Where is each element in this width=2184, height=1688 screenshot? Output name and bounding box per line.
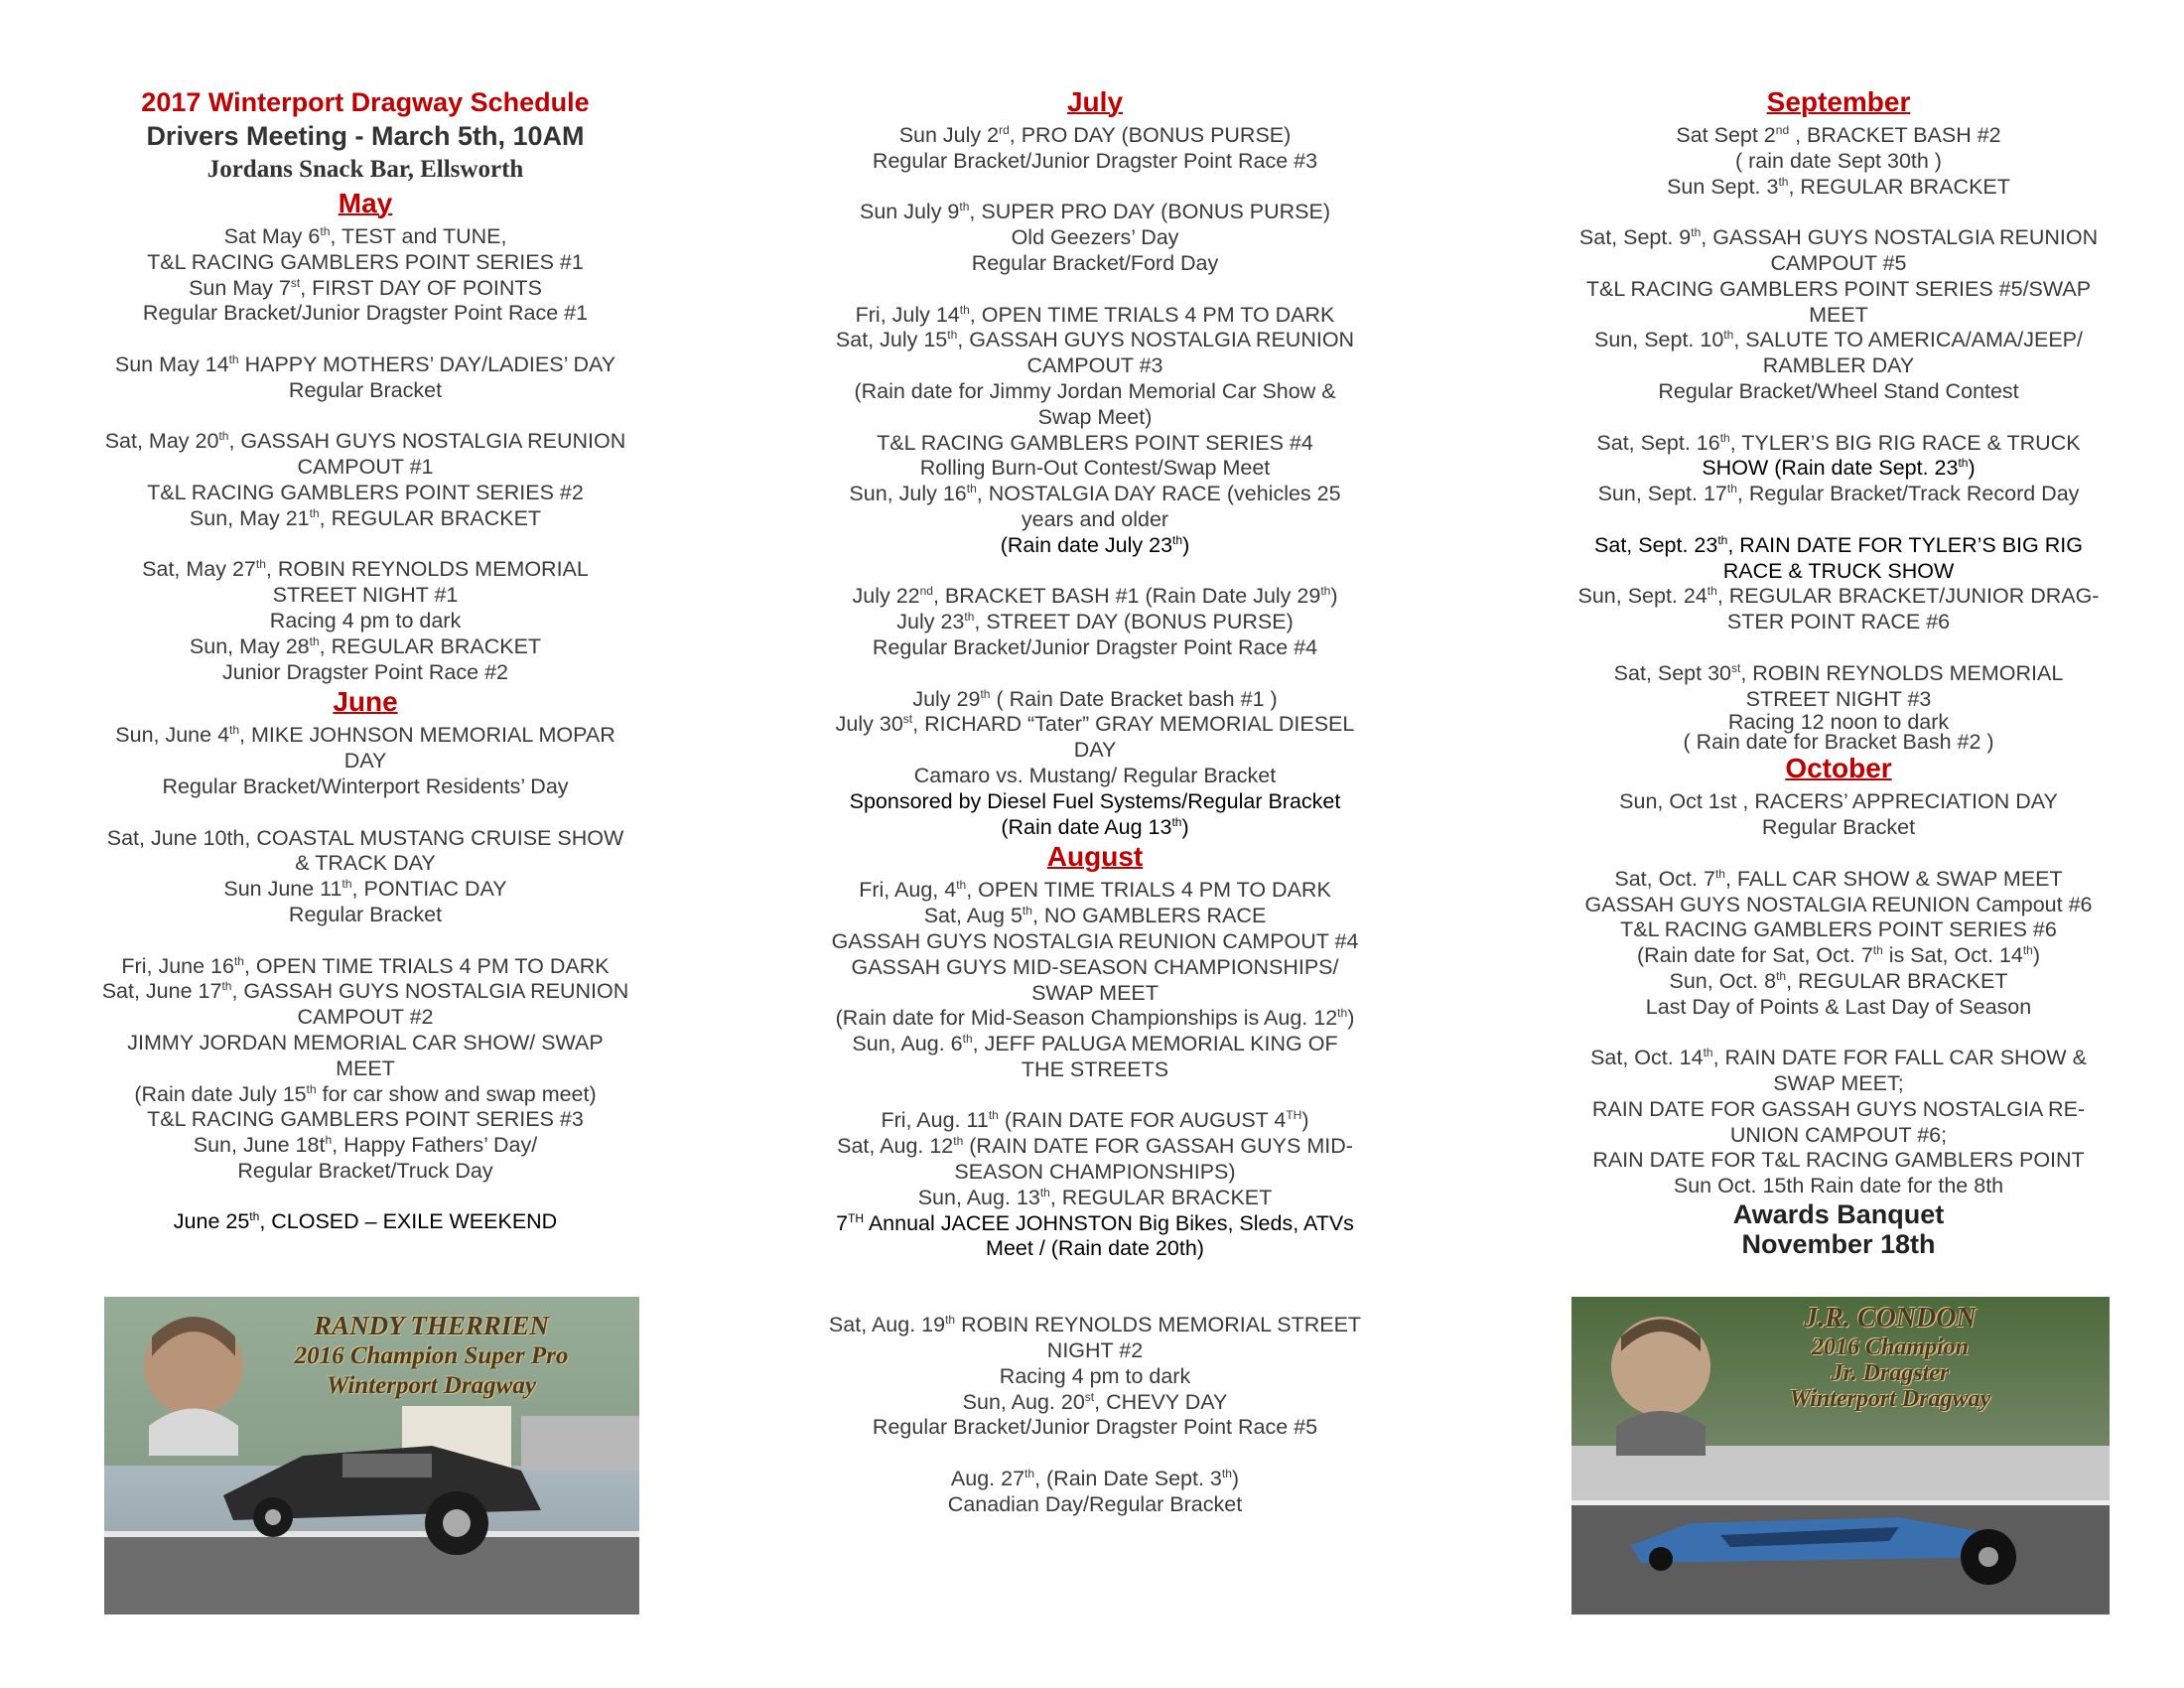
event-line: Sat, Aug. 12th (RAIN DATE FOR GASSAH GUYS MID- xyxy=(837,1134,1353,1159)
event-block xyxy=(87,429,643,531)
event-line: CAMPOUT #5 xyxy=(1770,250,1907,275)
event-line: DAY xyxy=(343,749,387,774)
event-line: Regular Bracket/Junior Dragster Point Race #1 xyxy=(142,301,589,326)
event-line: MEET xyxy=(336,1055,395,1080)
event-line: CAMPOUT #1 xyxy=(297,455,434,480)
schedule-title: 2017 Winterport Dragway Schedule xyxy=(141,87,590,117)
event-block xyxy=(1561,431,2116,507)
event-line: Sun, Oct 1st , RACERS’ APPRECIATION DAY xyxy=(1619,789,2058,814)
event-line: GASSAH GUYS NOSTALGIA REUNION CAMPOUT #4 xyxy=(831,928,1359,953)
photo-caption-track: Winterport Dragway xyxy=(1789,1386,1991,1412)
month-heading-october: October xyxy=(1785,753,1892,784)
event-block xyxy=(1561,123,2116,200)
event-line: Sun, June 4th, MIKE JOHNSON MEMORIAL MOPAR xyxy=(115,723,615,748)
column-left xyxy=(87,85,643,1235)
event-block xyxy=(817,687,1373,841)
month-heading-august: August xyxy=(1046,841,1144,873)
event-block xyxy=(817,1467,1373,1518)
event-line: STREET NIGHT #3 xyxy=(1745,686,1932,711)
event-line: Sun July 2rd, PRO DAY (BONUS PURSE) xyxy=(898,122,1292,147)
event-line: Sat, July 15th, GASSAH GUYS NOSTALGIA REUNION xyxy=(835,328,1355,352)
event-line: (Rain date July 23th) xyxy=(1000,532,1190,557)
event-block xyxy=(1561,225,2116,405)
event-block xyxy=(817,123,1373,175)
event-line: Regular Bracket/Junior Dragster Point Race #4 xyxy=(872,634,1318,659)
event-block xyxy=(817,878,1373,1082)
month-heading-september: September xyxy=(1766,86,1911,117)
event-line: Sun, Sept. 10th, SALUTE TO AMERICA/AMA/JEEP/ xyxy=(1594,328,2083,352)
event-line: Sat, Sept 30st, ROBIN REYNOLDS MEMORIAL xyxy=(1613,660,2064,685)
event-block xyxy=(817,1108,1373,1262)
drivers-meeting: Drivers Meeting - March 5th, 10AM xyxy=(146,121,585,151)
champion-photo-jr-dragster xyxy=(1571,1297,2110,1615)
event-line: Regular Bracket/Truck Day xyxy=(237,1158,493,1183)
event-line: Fri, Aug, 4th, OPEN TIME TRIALS 4 PM TO DARK xyxy=(859,878,1331,903)
event-line: years and older xyxy=(1021,506,1169,531)
event-line: Sat, Sept. 23th, RAIN DATE FOR TYLER’S BIG RIG xyxy=(1594,532,2083,557)
event-line: Sat, May 27th, ROBIN REYNOLDS MEMORIAL xyxy=(142,557,589,582)
event-line: SHOW (Rain date Sept. 23th) xyxy=(1702,456,1976,481)
event-line: Fri, June 16th, OPEN TIME TRIALS 4 PM TO DARK xyxy=(121,953,610,978)
event-block xyxy=(87,954,643,1185)
event-line: (Rain date for Sat, Oct. 7th is Sat, Oct. 14th) xyxy=(1636,942,2040,968)
event-line: DAY xyxy=(1073,738,1117,763)
event-block xyxy=(817,1313,1373,1441)
event-line: Sun, May 28th, REGULAR BRACKET xyxy=(189,633,542,658)
event-block xyxy=(1561,661,2116,753)
event-line: Sat May 6th, TEST and TUNE, xyxy=(223,223,507,248)
event-line: Aug. 27th, (Rain Date Sept. 3th) xyxy=(950,1466,1240,1491)
event-line: RAMBLER DAY xyxy=(1762,353,1915,378)
event-line: Sun, Sept. 24th, REGULAR BRACKET/JUNIOR DRAG- xyxy=(1577,584,2100,609)
event-line: Sat Sept 2nd , BRACKET BASH #2 xyxy=(1676,122,2001,147)
event-line: Junior Dragster Point Race #2 xyxy=(221,659,508,684)
event-block xyxy=(817,303,1373,559)
event-line: CAMPOUT #3 xyxy=(1026,353,1163,378)
event-line: Sat, Oct. 7th, FALL CAR SHOW & SWAP MEET xyxy=(1614,866,2063,891)
event-line: Sun, Aug. 13th, REGULAR BRACKET xyxy=(917,1185,1273,1209)
event-line: RACE & TRUCK SHOW xyxy=(1722,558,1955,583)
event-line: (Rain date July 15th for car show and swap meet) xyxy=(134,1081,597,1106)
event-line: Sun, July 16th, NOSTALGIA DAY RACE (vehicles 25 xyxy=(849,482,1341,506)
photo-caption-title: 2016 Champion xyxy=(1811,1335,1970,1360)
event-line: SEASON CHAMPIONSHIPS) xyxy=(954,1160,1236,1185)
event-line: Racing 4 pm to dark xyxy=(999,1363,1191,1388)
event-line: Canadian Day/Regular Bracket xyxy=(947,1491,1243,1516)
event-line: July 22nd, BRACKET BASH #1 (Rain Date July 29th) xyxy=(852,584,1338,609)
event-line: Regular Bracket/Junior Dragster Point Race #5 xyxy=(872,1415,1318,1440)
event-line: Sun, June $18t^h$, Happy Fathers’ Day/ xyxy=(193,1132,538,1158)
event-line: July 23th, STREET DAY (BONUS PURSE) xyxy=(896,609,1294,634)
event-block xyxy=(817,200,1373,276)
event-line: T&L RACING GAMBLERS POINT SERIES #4 xyxy=(877,430,1313,455)
event-line: SWAP MEET; xyxy=(1773,1071,1904,1096)
photo-caption-class: Jr. Dragster xyxy=(1831,1360,1950,1386)
event-line: JIMMY JORDAN MEMORIAL CAR SHOW/ SWAP xyxy=(127,1030,604,1055)
event-line: NIGHT #2 xyxy=(1046,1338,1144,1363)
event-line: T&L RACING GAMBLERS POINT SERIES #6 xyxy=(1620,917,2057,942)
event-line: Meet / (Rain date 20th) xyxy=(986,1236,1204,1261)
event-line: July 30st, RICHARD “Tater” GRAY MEMORIAL DIESEL xyxy=(835,712,1355,737)
event-line: ( rain date Sept 30th ) xyxy=(1735,148,1942,173)
event-block xyxy=(87,352,643,404)
photo-caption-track: Winterport Dragway xyxy=(327,1372,536,1399)
event-line: ( Rain date for Bracket Bash #2 ) xyxy=(1683,730,1994,755)
event-line: (Rain date for Jimmy Jordan Memorial Car Show & xyxy=(854,378,1336,403)
event-line: T&L RACING GAMBLERS POINT SERIES #2 xyxy=(147,480,584,504)
event-line: Racing 12 noon to dark xyxy=(1727,710,1950,735)
event-line: T&L RACING GAMBLERS POINT SERIES #3 xyxy=(147,1107,584,1132)
event-block xyxy=(87,723,643,799)
event-block xyxy=(1561,789,2116,841)
event-line: Sun, Oct. 8th, REGULAR BRACKET xyxy=(1669,968,2008,993)
event-line: GASSAH GUYS MID-SEASON CHAMPIONSHIPS/ xyxy=(851,954,1339,979)
event-line: Racing 4 pm to dark xyxy=(269,608,462,633)
event-line: Sun, Sept. 17th, Regular Bracket/Track Record Day xyxy=(1597,482,2080,506)
event-line: Regular Bracket xyxy=(288,902,443,926)
awards-banquet-date: November 18th xyxy=(1741,1229,1936,1260)
event-line: Sat, Sept. 9th, GASSAH GUYS NOSTALGIA REUNION xyxy=(1578,225,2099,250)
champion-photo-super-pro xyxy=(104,1297,639,1615)
month-heading-july: July xyxy=(1066,86,1124,117)
event-line: Regular Bracket xyxy=(1761,815,1916,840)
event-line: Camaro vs. Mustang/ Regular Bracket xyxy=(913,763,1277,787)
event-line: CAMPOUT #2 xyxy=(297,1005,434,1030)
event-line: Regular Bracket/Ford Day xyxy=(971,250,1219,275)
event-line: UNION CAMPOUT #6; xyxy=(1729,1122,1948,1147)
event-line: Last Day of Points & Last Day of Season xyxy=(1645,994,2032,1019)
event-line: Regular Bracket/Winterport Residents’ Day xyxy=(162,774,569,798)
event-line: Sun July 9th, SUPER PRO DAY (BONUS PURSE) xyxy=(859,200,1330,224)
event-line: July 29th ( Rain Date Bracket bash #1 ) xyxy=(912,686,1278,711)
event-block xyxy=(87,1209,643,1235)
event-line: (Rain date for Mid-Season Championships is Aug. 12th) xyxy=(835,1006,1355,1031)
event-line: RAIN DATE FOR T&L RACING GAMBLERS POINT xyxy=(1592,1148,2085,1173)
event-line: Sun Sept. 3th, REGULAR BRACKET xyxy=(1667,174,2010,199)
event-line: RAIN DATE FOR GASSAH GUYS NOSTALGIA RE- xyxy=(1591,1096,2086,1121)
photo-caption-name: RANDY THERRIEN xyxy=(314,1311,549,1340)
event-line: SWAP MEET xyxy=(1031,980,1159,1005)
event-line: Sun, May 21th, REGULAR BRACKET xyxy=(189,505,542,530)
event-block xyxy=(817,584,1373,660)
event-line: Sat, May 20th, GASSAH GUYS NOSTALGIA REUNION xyxy=(104,429,626,454)
event-line: Rolling Burn-Out Contest/Swap Meet xyxy=(919,456,1271,481)
event-line: June 25th, CLOSED – EXILE WEEKEND xyxy=(173,1209,558,1234)
event-block xyxy=(87,557,643,685)
month-heading-june: June xyxy=(333,686,398,718)
event-line: Sat, Sept. 16th, TYLER’S BIG RIG RACE & TRUCK xyxy=(1596,430,2081,455)
event-line: Sun June 11th, PONTIAC DAY xyxy=(223,876,507,902)
meeting-location: Jordans Snack Bar, Ellsworth xyxy=(206,156,524,183)
event-line: Fri, July 14th, OPEN TIME TRIALS 4 PM TO DARK xyxy=(855,302,1335,327)
column-right xyxy=(1561,85,2116,1259)
event-line: Sat, June 17th, GASSAH GUYS NOSTALGIA REUNION xyxy=(101,979,629,1004)
event-block xyxy=(1561,867,2116,1021)
event-line: Sat, Oct. 14th, RAIN DATE FOR FALL CAR SHOW & xyxy=(1590,1046,2087,1070)
event-line: STREET NIGHT #1 xyxy=(272,583,459,608)
month-heading-may: May xyxy=(338,188,393,218)
event-line: T&L RACING GAMBLERS POINT SERIES #5/SWAP xyxy=(1585,276,2092,301)
event-line: Fri, Aug. 11th (RAIN DATE FOR AUGUST 4TH) xyxy=(881,1108,1309,1133)
event-line: & TRACK DAY xyxy=(295,851,436,876)
photo-caption-name: J.R. CONDON xyxy=(1804,1303,1977,1334)
event-line: Regular Bracket/Junior Dragster Point Race #3 xyxy=(872,148,1318,173)
event-line: Sun, Aug. 20st, CHEVY DAY xyxy=(962,1389,1228,1414)
event-line: Sun Oct. 15th Rain date for the 8th xyxy=(1673,1174,2004,1198)
event-line: Sponsored by Diesel Fuel Systems/Regular Bracket xyxy=(849,788,1341,813)
event-line: THE STREETS xyxy=(1021,1056,1169,1081)
event-line: Swap Meet) xyxy=(1037,404,1153,429)
event-block xyxy=(87,826,643,928)
event-block xyxy=(1561,1046,2116,1199)
event-line: STER POINT RACE #6 xyxy=(1726,610,1951,634)
event-line: Sat, Aug. 19th ROBIN REYNOLDS MEMORIAL STREET xyxy=(828,1313,1362,1337)
event-line: 7TH Annual JACEE JOHNSTON Big Bikes, Sleds, ATVs xyxy=(836,1210,1354,1235)
event-line: Old Geezers’ Day xyxy=(1011,225,1179,250)
event-block xyxy=(87,224,643,327)
event-line: (Rain date Aug 13th) xyxy=(1001,814,1189,839)
event-block xyxy=(1561,533,2116,635)
awards-banquet-title: Awards Banquet xyxy=(1732,1199,1945,1230)
event-line: Sun, Aug. 6th, JEFF PALUGA MEMORIAL KING OF xyxy=(852,1031,1338,1056)
event-line: Regular Bracket/Wheel Stand Contest xyxy=(1658,378,2019,403)
event-line: Sun May 14th HAPPY MOTHERS’ DAY/LADIES’ DAY xyxy=(114,352,616,376)
event-line: MEET xyxy=(1809,302,1868,327)
column-middle xyxy=(817,85,1373,1518)
event-line: Sun May 7st, FIRST DAY OF POINTS xyxy=(189,275,542,300)
event-line: T&L RACING GAMBLERS POINT SERIES #1 xyxy=(147,249,584,274)
event-line: Sat, June 10th, COASTAL MUSTANG CRUISE SHOW xyxy=(106,825,624,850)
event-line: Regular Bracket xyxy=(288,377,443,402)
photo-caption-title: 2016 Champion Super Pro xyxy=(294,1342,569,1369)
event-line: GASSAH GUYS NOSTALGIA REUNION Campout #6 xyxy=(1584,892,2093,916)
event-line: Sat, Aug 5th, NO GAMBLERS RACE xyxy=(923,903,1267,928)
